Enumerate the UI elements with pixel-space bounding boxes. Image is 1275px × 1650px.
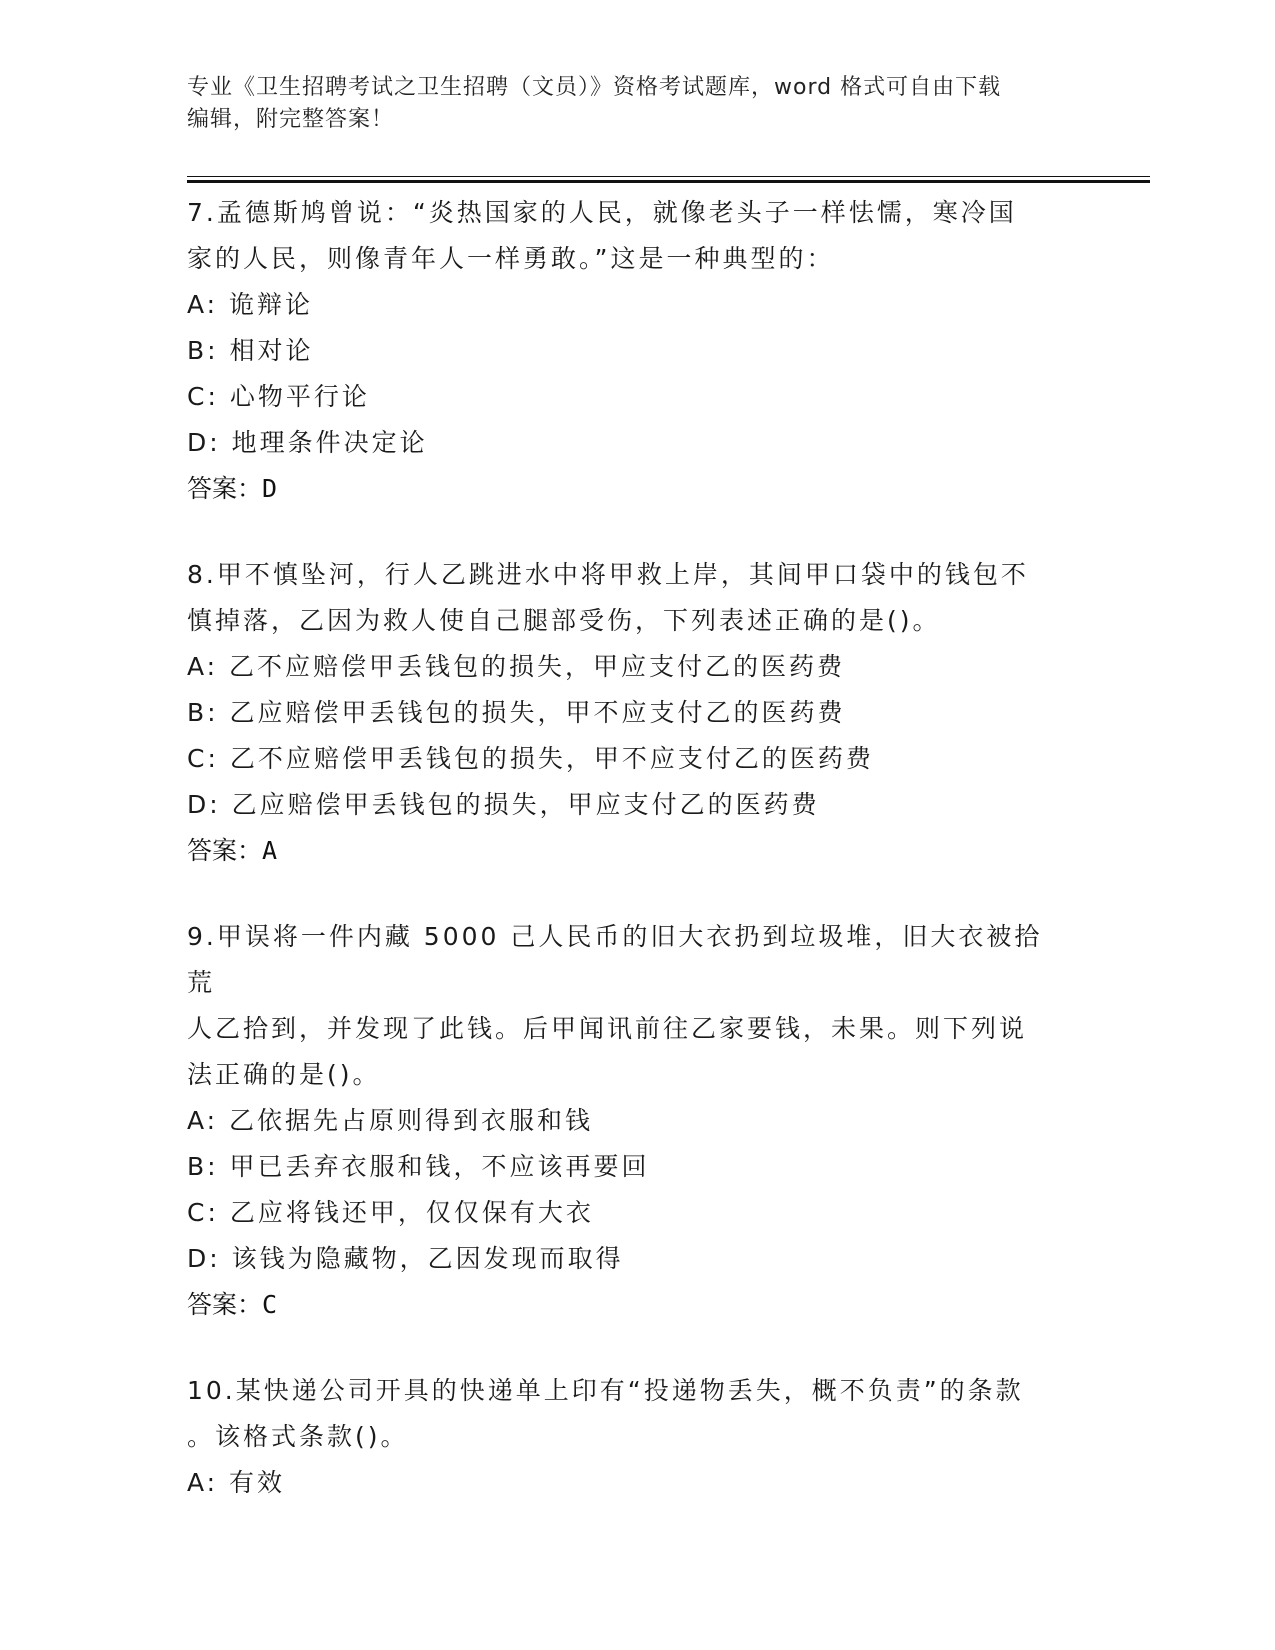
- answer-value: A: [262, 836, 278, 865]
- option-a: A: 有效: [187, 1468, 286, 1497]
- answer-value: C: [262, 1290, 278, 1319]
- option-b: B: 甲已丢弃衣服和钱，不应该再要回: [187, 1152, 650, 1181]
- answer-label: 答案：: [187, 836, 263, 865]
- question-stem: 。该格式条款()。: [187, 1422, 409, 1451]
- question-10: [187, 1368, 1067, 1506]
- option-a: A: 乙依据先占原则得到衣服和钱: [187, 1106, 594, 1135]
- option-c: C: 乙不应赔偿甲丢钱包的损失，甲不应支付乙的医药费: [187, 744, 874, 773]
- question-stem: 10.某快递公司开具的快递单上印有“投递物丢失，概不负责”的条款: [187, 1376, 1024, 1405]
- document-header: [187, 72, 1067, 136]
- question-8: [187, 552, 1067, 874]
- option-d: D: 地理条件决定论: [187, 428, 428, 457]
- answer-line: [187, 466, 1067, 512]
- question-9: [187, 914, 1067, 1328]
- header-line-2: 编辑，附完整答案！: [187, 107, 395, 132]
- question-list: [187, 190, 1067, 1546]
- answer-label: 答案：: [187, 474, 263, 503]
- option-b: B: 相对论: [187, 336, 314, 365]
- answer-value: D: [262, 474, 278, 503]
- option-a: A: 乙不应赔偿甲丢钱包的损失，甲应支付乙的医药费: [187, 652, 846, 681]
- question-stem: 人乙拾到，并发现了此钱。后甲闻讯前往乙家要钱，未果。则下列说: [187, 1014, 1028, 1043]
- header-line-1: 专业《卫生招聘考试之卫生招聘（文员）》资格考试题库，word 格式可自由下载: [187, 75, 1002, 100]
- question-stem: 法正确的是()。: [187, 1060, 381, 1089]
- option-b: B: 乙应赔偿甲丢钱包的损失，甲不应支付乙的医药费: [187, 698, 846, 727]
- option-d: D: 该钱为隐藏物，乙因发现而取得: [187, 1244, 624, 1273]
- option-c: C: 心物平行论: [187, 382, 370, 411]
- answer-line: [187, 828, 1067, 874]
- header-divider-thin: [187, 176, 1150, 177]
- question-7: [187, 190, 1067, 512]
- option-c: C: 乙应将钱还甲，仅仅保有大衣: [187, 1198, 594, 1227]
- option-d: D: 乙应赔偿甲丢钱包的损失，甲应支付乙的医药费: [187, 790, 820, 819]
- question-stem: 9.甲误将一件内藏 5000 己人民币的旧大衣扔到垃圾堆，旧大衣被拾荒: [187, 922, 1043, 997]
- question-stem: 8.甲不慎坠河，行人乙跳进水中将甲救上岸，其间甲口袋中的钱包不: [187, 560, 1029, 589]
- option-a: A: 诡辩论: [187, 290, 314, 319]
- header-divider-thick: [187, 180, 1150, 183]
- question-stem: 慎掉落，乙因为救人使自己腿部受伤，下列表述正确的是()。: [187, 606, 941, 635]
- question-stem: 7.孟德斯鸠曾说：“炎热国家的人民，就像老头子一样怯懦，寒冷国: [187, 198, 1017, 227]
- answer-label: 答案：: [187, 1290, 263, 1319]
- answer-line: [187, 1282, 1067, 1328]
- question-stem: 家的人民，则像青年人一样勇敢。”这是一种典型的：: [187, 244, 835, 273]
